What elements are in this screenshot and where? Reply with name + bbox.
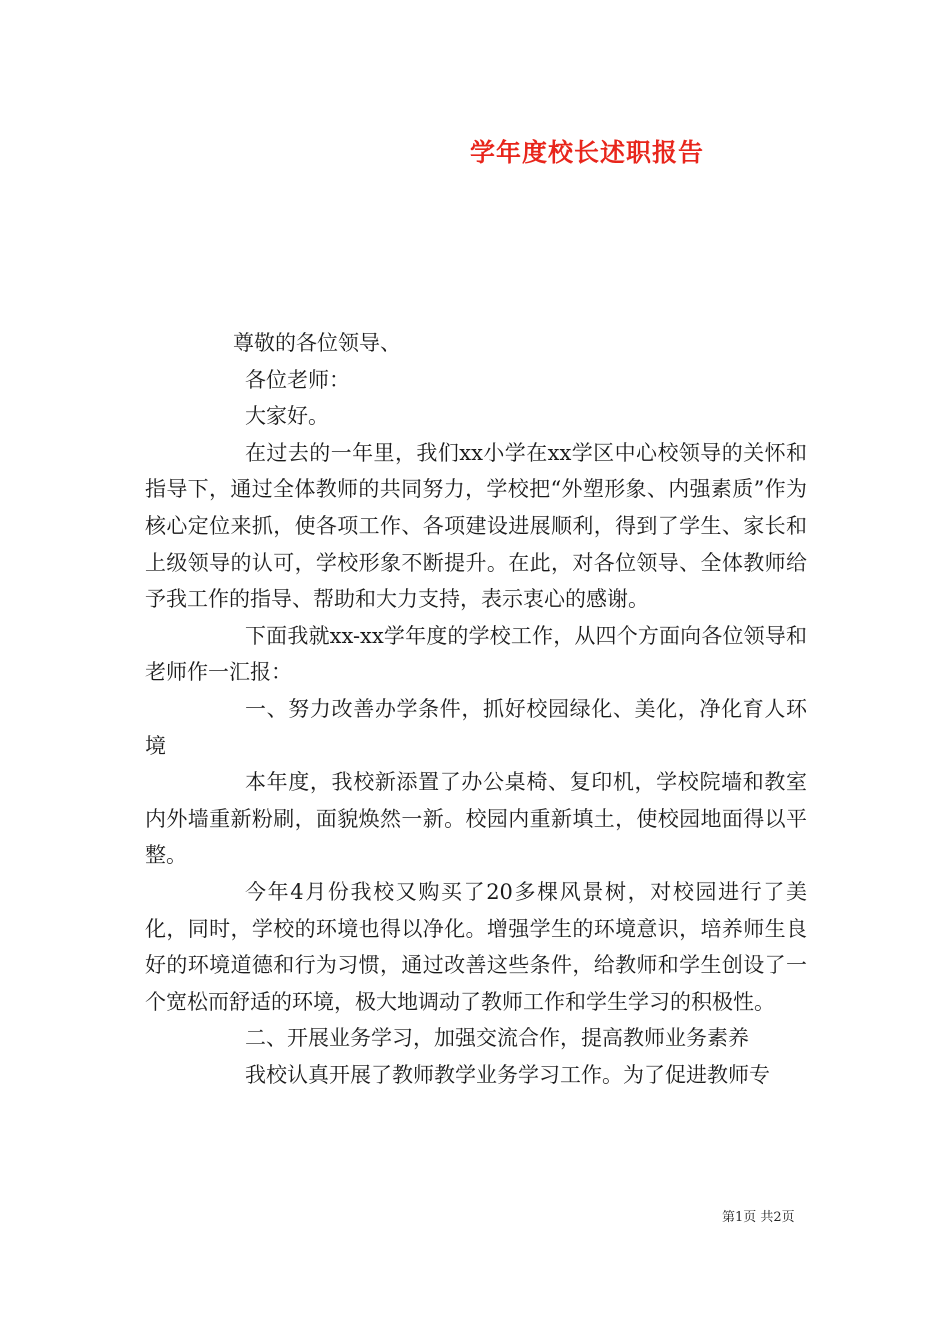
- paragraph: 在过去的一年里，我们xx小学在xx学区中心校领导的关怀和指导下，通过全体教师的共同努力，学校把“外塑形象、内强素质”作为核心定位来抓，使各项工作、各项建设进展顺利，得到了学生、家长和上级领导的认可，学校形象不断提升。在此，对各位领导、全体教师给予我工作的指导、帮助和大力支持，表示衷心的感谢。: [145, 440, 807, 612]
- paragraph: 我校认真开展了教师教学业务学习工作。为了促进教师专: [245, 1062, 770, 1087]
- document-title: 学年度校长述职报告: [470, 138, 705, 167]
- paragraph: 下面我就xx-xx学年度的学校工作，从四个方面向各位领导和老师作一汇报：: [145, 623, 807, 685]
- greeting-line: 大家好。: [245, 404, 329, 429]
- salutation-line: 各位老师：: [245, 367, 350, 392]
- section-heading: 一、努力改善办学条件，抓好校园绿化、美化，净化育人环境: [145, 696, 807, 758]
- section-heading: 二、开展业务学习，加强交流合作，提高教师业务素养: [245, 1026, 749, 1051]
- document-body: [145, 325, 807, 1093]
- salutation-line: 尊敬的各位领导、: [233, 331, 401, 355]
- paragraph: 今年4月份我校又购买了20多棵风景树，对校园进行了美化，同时，学校的环境也得以净化。增强学生的环境意识，培养师生良好的环境道德和行为习惯，通过改善这些条件，给教师和学生创设了一个宽松而舒适的环境，极大地调动了教师工作和学生学习的积极性。: [145, 879, 807, 1014]
- paragraph: 本年度，我校新添置了办公桌椅、复印机，学校院墙和教室内外墙重新粉刷，面貌焕然一新。校园内重新填土，使校园地面得以平整。: [145, 770, 807, 868]
- page-number-footer: 第1页 共2页: [722, 1210, 795, 1225]
